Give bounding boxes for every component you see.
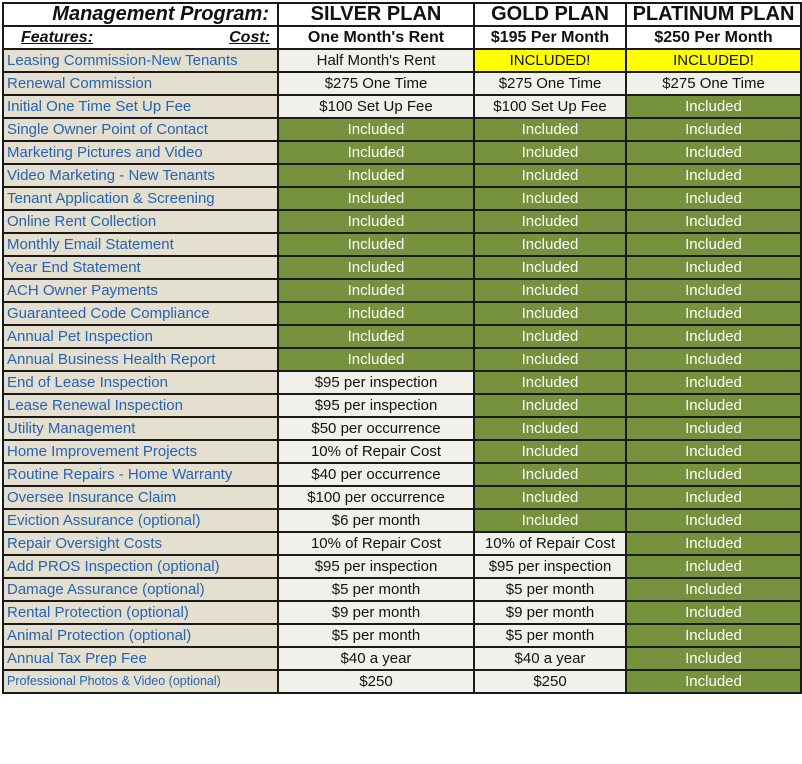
gold-plan-value: $95 per inspection — [474, 555, 626, 578]
table-row — [3, 371, 801, 394]
gold-plan-header: GOLD PLAN — [474, 3, 626, 26]
table-row — [3, 164, 801, 187]
table-row — [3, 624, 801, 647]
table-row — [3, 394, 801, 417]
silver-plan-value: $40 a year — [278, 647, 474, 670]
feature-name: Single Owner Point of Contact — [3, 118, 278, 141]
feature-name: Initial One Time Set Up Fee — [3, 95, 278, 118]
platinum-plan-value: Included — [626, 371, 801, 394]
platinum-plan-value: INCLUDED! — [626, 49, 801, 72]
gold-plan-value: Included — [474, 348, 626, 371]
platinum-plan-value: Included — [626, 624, 801, 647]
silver-plan-value: $250 — [278, 670, 474, 693]
silver-plan-value: Included — [278, 325, 474, 348]
feature-name: Video Marketing - New Tenants — [3, 164, 278, 187]
silver-plan-value: $6 per month — [278, 509, 474, 532]
program-title: Management Program: — [3, 3, 278, 26]
table-row — [3, 95, 801, 118]
silver-plan-value: Included — [278, 210, 474, 233]
gold-plan-value: $5 per month — [474, 578, 626, 601]
platinum-plan-value: Included — [626, 509, 801, 532]
gold-plan-value: Included — [474, 164, 626, 187]
gold-plan-value: Included — [474, 256, 626, 279]
table-row — [3, 325, 801, 348]
platinum-plan-value: Included — [626, 210, 801, 233]
gold-plan-value: Included — [474, 233, 626, 256]
feature-name: Repair Oversight Costs — [3, 532, 278, 555]
platinum-plan-value: Included — [626, 578, 801, 601]
gold-plan-value: Included — [474, 325, 626, 348]
platinum-plan-value: Included — [626, 187, 801, 210]
gold-plan-value: Included — [474, 463, 626, 486]
feature-name: Renewal Commission — [3, 72, 278, 95]
gold-plan-value: Included — [474, 417, 626, 440]
silver-plan-value: 10% of Repair Cost — [278, 440, 474, 463]
silver-plan-value: $50 per occurrence — [278, 417, 474, 440]
platinum-plan-value: Included — [626, 141, 801, 164]
platinum-plan-value: Included — [626, 325, 801, 348]
table-row — [3, 555, 801, 578]
features-cost-header — [3, 26, 278, 49]
gold-plan-value: Included — [474, 118, 626, 141]
silver-plan-value: Included — [278, 302, 474, 325]
table-row — [3, 118, 801, 141]
feature-name: Marketing Pictures and Video — [3, 141, 278, 164]
silver-plan-value: Included — [278, 118, 474, 141]
feature-name: Leasing Commission-New Tenants — [3, 49, 278, 72]
gold-plan-value: $40 a year — [474, 647, 626, 670]
feature-rows — [3, 49, 801, 693]
silver-plan-value: $100 Set Up Fee — [278, 95, 474, 118]
platinum-plan-value: Included — [626, 95, 801, 118]
feature-name: Annual Business Health Report — [3, 348, 278, 371]
gold-plan-value: $275 One Time — [474, 72, 626, 95]
platinum-plan-header: PLATINUM PLAN — [626, 3, 801, 26]
table-row — [3, 210, 801, 233]
silver-plan-value: Included — [278, 279, 474, 302]
platinum-plan-value: Included — [626, 302, 801, 325]
platinum-plan-value: Included — [626, 670, 801, 693]
cost-header-row — [3, 26, 801, 49]
table-row — [3, 348, 801, 371]
platinum-plan-cost: $250 Per Month — [626, 26, 801, 49]
plan-header-row — [3, 3, 801, 26]
feature-name: Rental Protection (optional) — [3, 601, 278, 624]
silver-plan-value: Half Month's Rent — [278, 49, 474, 72]
platinum-plan-value: Included — [626, 417, 801, 440]
platinum-plan-value: Included — [626, 555, 801, 578]
gold-plan-value: Included — [474, 486, 626, 509]
table-row — [3, 233, 801, 256]
platinum-plan-value: Included — [626, 164, 801, 187]
platinum-plan-value: Included — [626, 233, 801, 256]
table-row — [3, 417, 801, 440]
platinum-plan-value: $275 One Time — [626, 72, 801, 95]
table-row — [3, 463, 801, 486]
silver-plan-cost: One Month's Rent — [278, 26, 474, 49]
table-row — [3, 647, 801, 670]
silver-plan-value: $5 per month — [278, 624, 474, 647]
table-row — [3, 302, 801, 325]
feature-name: Routine Repairs - Home Warranty — [3, 463, 278, 486]
table-row — [3, 279, 801, 302]
silver-plan-value: Included — [278, 164, 474, 187]
silver-plan-value: Included — [278, 141, 474, 164]
features-label: Features: — [21, 29, 94, 46]
gold-plan-value: Included — [474, 440, 626, 463]
table-row — [3, 532, 801, 555]
gold-plan-value: $250 — [474, 670, 626, 693]
platinum-plan-value: Included — [626, 440, 801, 463]
silver-plan-value: $100 per occurrence — [278, 486, 474, 509]
platinum-plan-value: Included — [626, 256, 801, 279]
silver-plan-value: $40 per occurrence — [278, 463, 474, 486]
feature-name: ACH Owner Payments — [3, 279, 278, 302]
table-row — [3, 141, 801, 164]
table-row — [3, 578, 801, 601]
platinum-plan-value: Included — [626, 647, 801, 670]
feature-name: Guaranteed Code Compliance — [3, 302, 278, 325]
cost-label: Cost: — [229, 29, 270, 46]
gold-plan-value: Included — [474, 302, 626, 325]
platinum-plan-value: Included — [626, 532, 801, 555]
table-row — [3, 440, 801, 463]
feature-name: Lease Renewal Inspection — [3, 394, 278, 417]
platinum-plan-value: Included — [626, 394, 801, 417]
feature-name: Animal Protection (optional) — [3, 624, 278, 647]
silver-plan-value: Included — [278, 233, 474, 256]
gold-plan-value: $100 Set Up Fee — [474, 95, 626, 118]
gold-plan-value: 10% of Repair Cost — [474, 532, 626, 555]
gold-plan-value: Included — [474, 279, 626, 302]
silver-plan-value: $95 per inspection — [278, 394, 474, 417]
gold-plan-value: Included — [474, 210, 626, 233]
platinum-plan-value: Included — [626, 118, 801, 141]
table-row — [3, 49, 801, 72]
feature-name: End of Lease Inspection — [3, 371, 278, 394]
feature-name: Tenant Application & Screening — [3, 187, 278, 210]
silver-plan-value: $9 per month — [278, 601, 474, 624]
platinum-plan-value: Included — [626, 601, 801, 624]
gold-plan-value: Included — [474, 187, 626, 210]
gold-plan-value: $9 per month — [474, 601, 626, 624]
table-row — [3, 256, 801, 279]
silver-plan-value: $95 per inspection — [278, 555, 474, 578]
feature-name: Annual Pet Inspection — [3, 325, 278, 348]
table-row — [3, 601, 801, 624]
platinum-plan-value: Included — [626, 348, 801, 371]
feature-name: Online Rent Collection — [3, 210, 278, 233]
gold-plan-value: Included — [474, 371, 626, 394]
table-row — [3, 72, 801, 95]
feature-name: Add PROS Inspection (optional) — [3, 555, 278, 578]
silver-plan-value: 10% of Repair Cost — [278, 532, 474, 555]
feature-name: Home Improvement Projects — [3, 440, 278, 463]
gold-plan-value: Included — [474, 141, 626, 164]
table-row — [3, 486, 801, 509]
feature-name: Damage Assurance (optional) — [3, 578, 278, 601]
table-row — [3, 509, 801, 532]
table-row — [3, 187, 801, 210]
platinum-plan-value: Included — [626, 463, 801, 486]
platinum-plan-value: Included — [626, 279, 801, 302]
feature-name: Utility Management — [3, 417, 278, 440]
silver-plan-value: Included — [278, 256, 474, 279]
platinum-plan-value: Included — [626, 486, 801, 509]
silver-plan-header: SILVER PLAN — [278, 3, 474, 26]
silver-plan-value: $5 per month — [278, 578, 474, 601]
feature-name: Oversee Insurance Claim — [3, 486, 278, 509]
plan-comparison-table — [2, 2, 802, 694]
gold-plan-value: Included — [474, 509, 626, 532]
gold-plan-cost: $195 Per Month — [474, 26, 626, 49]
feature-name: Eviction Assurance (optional) — [3, 509, 278, 532]
gold-plan-value: $5 per month — [474, 624, 626, 647]
table-row — [3, 670, 801, 693]
silver-plan-value: $275 One Time — [278, 72, 474, 95]
gold-plan-value: INCLUDED! — [474, 49, 626, 72]
feature-name: Professional Photos & Video (optional) — [3, 670, 278, 693]
gold-plan-value: Included — [474, 394, 626, 417]
silver-plan-value: $95 per inspection — [278, 371, 474, 394]
silver-plan-value: Included — [278, 348, 474, 371]
feature-name: Year End Statement — [3, 256, 278, 279]
feature-name: Annual Tax Prep Fee — [3, 647, 278, 670]
silver-plan-value: Included — [278, 187, 474, 210]
feature-name: Monthly Email Statement — [3, 233, 278, 256]
